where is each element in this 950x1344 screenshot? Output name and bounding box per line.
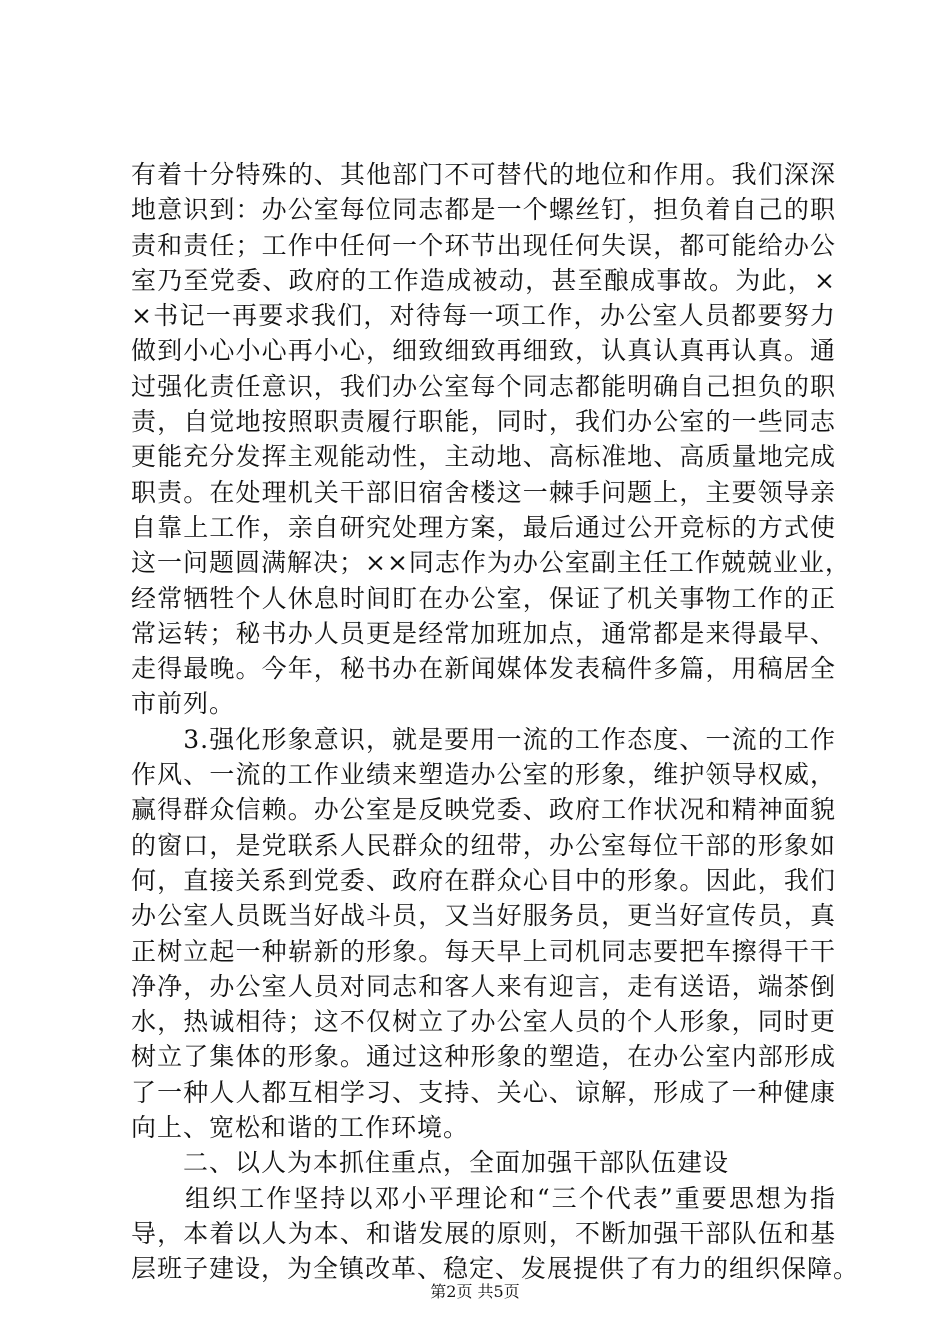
text-line: 净净，办公室人员对同志和客人来有迎言，走有送语，端茶倒 <box>131 971 836 1001</box>
text-line: 室乃至党委、政府的工作造成被动，甚至酿成事故。为此，× <box>131 265 836 295</box>
text-line: 办公室人员既当好战斗员，又当好服务员，更当好宣传员，真 <box>131 901 836 931</box>
text-line: 这一问题圆满解决；××同志作为办公室副主任工作兢兢业业， <box>131 548 851 578</box>
text-line: 向上、宽松和谐的工作环境。 <box>131 1113 470 1143</box>
text-line: 常运转；秘书办人员更是经常加班加点，通常都是来得最早、 <box>131 618 836 648</box>
text-line: 了一种人人都互相学习、支持、关心、谅解，形成了一种健康 <box>131 1077 836 1107</box>
text-line: 过强化责任意识，我们办公室每个同志都能明确自己担负的职 <box>131 371 836 401</box>
text-line: 组织工作坚持以邓小平理论和“三个代表”重要思想为指 <box>131 1183 836 1213</box>
text-line: 导，本着以人为本、和谐发展的原则，不断加强干部队伍和基 <box>131 1218 836 1248</box>
page-footer: 第2页 共5页 <box>430 1282 520 1301</box>
body-text <box>131 157 860 1287</box>
text-line: 地意识到：办公室每位同志都是一个螺丝钉，担负着自己的职 <box>131 195 836 225</box>
text-line: 树立了集体的形象。通过这种形象的塑造，在办公室内部形成 <box>131 1042 836 1072</box>
text-line: 何，直接关系到党委、政府在群众心目中的形象。因此，我们 <box>131 865 836 895</box>
text-line: 自靠上工作，亲自研究处理方案，最后通过公开竞标的方式使 <box>131 512 836 542</box>
text-line: ×书记一再要求我们，对待每一项工作，办公室人员都要努力 <box>131 301 836 331</box>
text-line: 更能充分发挥主观能动性，主动地、高标准地、高质量地完成 <box>131 442 836 472</box>
text-line: 市前列。 <box>131 689 236 719</box>
section-heading: 二、以人为本抓住重点，全面加强干部队伍建设 <box>131 1148 730 1178</box>
text-line: 责，自觉地按照职责履行职能，同时，我们办公室的一些同志 <box>131 407 836 437</box>
text-line: 作风、一流的工作业绩来塑造办公室的形象，维护领导权威， <box>131 760 836 790</box>
text-line: 3.强化形象意识，就是要用一流的工作态度、一流的工作 <box>131 724 836 754</box>
text-line: 正树立起一种崭新的形象。每天早上司机同志要把车擦得干干 <box>131 936 836 966</box>
text-line: 赢得群众信赖。办公室是反映党委、政府工作状况和精神面貌 <box>131 795 836 825</box>
text-line: 职责。在处理机关干部旧宿舍楼这一棘手问题上，主要领导亲 <box>131 477 836 507</box>
text-line: 层班子建设，为全镇改革、稳定、发展提供了有力的组织保障。 <box>131 1254 860 1284</box>
text-line: 水，热诚相待；这不仅树立了办公室人员的个人形象，同时更 <box>131 1007 836 1037</box>
text-line: 做到小心小心再小心，细致细致再细致，认真认真再认真。通 <box>131 336 836 366</box>
text-line: 有着十分特殊的、其他部门不可替代的地位和作用。我们深深 <box>131 160 836 189</box>
text-line: 的窗口，是党联系人民群众的纽带，办公室每位干部的形象如 <box>131 830 836 860</box>
text-line: 走得最晚。今年，秘书办在新闻媒体发表稿件多篇，用稿居全 <box>131 654 836 684</box>
text-line: 责和责任；工作中任何一个环节出现任何失误，都可能给办公 <box>131 230 836 260</box>
text-line: 经常牺牲个人休息时间盯在办公室，保证了机关事物工作的正 <box>131 583 836 613</box>
